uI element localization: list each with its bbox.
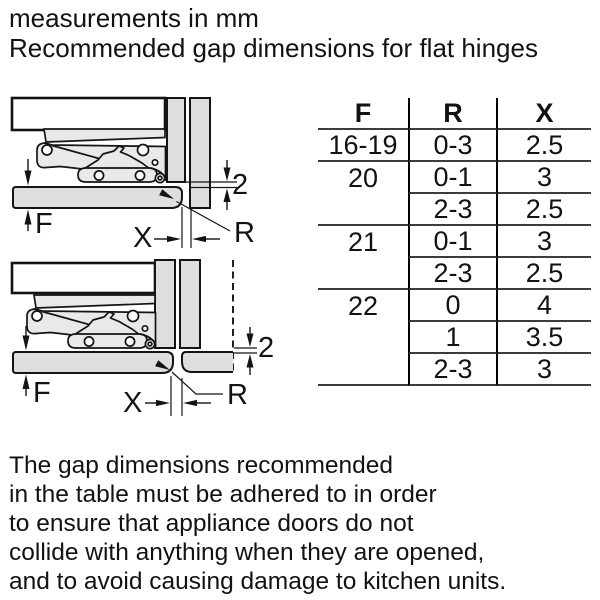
cabinet-carcass: [12, 98, 165, 130]
arrow-down-icon: [25, 171, 32, 186]
table-cell-x: 2.5: [498, 130, 591, 162]
diagram-flat-hinge-bottom: [12, 260, 274, 419]
column-header-f: F: [318, 98, 408, 130]
dim-r-leader: [172, 372, 223, 394]
arrow-up-icon: [224, 189, 231, 203]
page-title: Recommended gap dimensions for flat hinges: [9, 33, 538, 63]
arrow-down-icon: [224, 168, 231, 182]
table-cell-r: 2-3: [408, 354, 498, 386]
dim-label-x: X: [133, 222, 153, 254]
table-cell-x: 4: [498, 290, 591, 322]
table-cell-x: 2.5: [498, 194, 591, 226]
table-cell-f: [318, 194, 408, 226]
table-cell-f: 22: [347, 290, 379, 321]
table-cell-f: [318, 354, 408, 386]
table-cell-r: 0-3: [408, 130, 498, 162]
hinge-gap-diagrams: [0, 90, 310, 435]
gap-note-line: to ensure that appliance doors do not: [9, 510, 414, 537]
arrow-up-icon: [247, 354, 254, 368]
table-cell-f: 21: [347, 226, 379, 257]
kitchen-unit-door-edge: [182, 352, 233, 372]
dim-label-gap: 2: [258, 332, 275, 364]
cabinet-carcass: [12, 263, 155, 293]
arrow-right-icon: [167, 236, 181, 242]
diagram-flat-hinge-top: [12, 98, 255, 254]
furniture-panel: [13, 352, 173, 373]
table-cell-x: 3: [498, 226, 591, 258]
unit-note: measurements in mm: [9, 3, 259, 33]
gap-note-paragraph: [9, 451, 506, 596]
table-cell-f: [318, 258, 408, 290]
table-cell-x: 3: [498, 354, 591, 386]
furniture-door: [190, 98, 210, 208]
gap-note-line: and to avoid causing damage to kitchen units.: [9, 568, 507, 595]
table-cell-r: 0-1: [408, 226, 498, 258]
dim-label-gap: 2: [232, 169, 249, 201]
arrow-down-icon: [23, 336, 30, 351]
table-cell-x: 3.5: [498, 322, 591, 354]
appliance-door-outer: [180, 260, 200, 348]
dim-label-x: X: [123, 387, 143, 419]
furniture-panel: [13, 187, 182, 208]
table-cell-r: 2-3: [408, 194, 498, 226]
column-header-r: R: [408, 98, 498, 130]
gap-note-line: collide with anything when they are opened,: [9, 539, 485, 566]
appliance-door: [167, 98, 185, 182]
table-cell-x: 3: [498, 162, 591, 194]
arrow-up-icon: [23, 375, 30, 390]
gap-dimensions-table: [318, 98, 591, 386]
table-cell-r: 0-1: [408, 162, 498, 194]
arrow-left-icon: [183, 400, 197, 406]
table-cell-f: 20: [347, 162, 379, 193]
dim-label-r: R: [227, 379, 248, 411]
dim-label-f: F: [33, 377, 51, 409]
arrow-up-icon: [25, 210, 32, 225]
column-header-x: X: [498, 98, 591, 130]
appliance-door: [155, 260, 175, 348]
dim-label-f: F: [35, 208, 53, 240]
arrow-right-icon: [156, 400, 170, 406]
table-cell-r: 0: [408, 290, 498, 322]
table-cell-f: [318, 322, 408, 354]
table-cell-r: 1: [408, 322, 498, 354]
gap-note-line: The gap dimensions recommended: [9, 452, 394, 479]
arrow-left-icon: [192, 236, 206, 242]
table-cell-f: 16-19: [318, 130, 408, 162]
arrow-down-icon: [247, 334, 254, 348]
table-cell-x: 2.5: [498, 258, 591, 290]
gap-note-line: in the table must be adhered to in order: [9, 481, 437, 508]
table-cell-r: 2-3: [408, 258, 498, 290]
dim-label-r: R: [234, 217, 255, 249]
